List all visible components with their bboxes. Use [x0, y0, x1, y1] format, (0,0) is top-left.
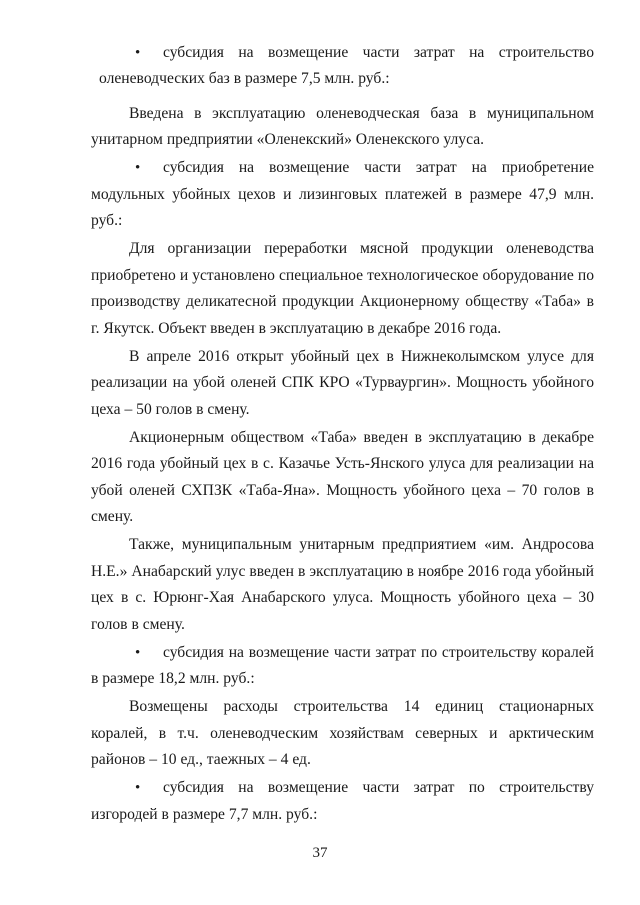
document-page: [91, 40, 594, 830]
bullet-icon: •: [135, 644, 141, 661]
paragraph-9: Возмещены расходы строительства 14 единиц стационарных коралей, в т.ч. оленеводческим хозяйствам северных и арктическим районов – 10 ед., таежных – 4 ед.: [91, 698, 594, 769]
bullet-paragraph-8: [91, 640, 594, 693]
paragraph-text: оленеводческих баз в размере 7,5 млн. руб.:: [99, 70, 390, 88]
paragraph-text: субсидия на возмещение части затрат на приобретение модульных убойных цехов и лизинговых платежей в размере 47,9 млн. руб.:: [91, 159, 594, 230]
bullet-paragraph-1: [91, 40, 594, 66]
bullet-icon: •: [135, 45, 141, 61]
paragraph-5: В апреле 2016 открыт убойный цех в Нижнеколымском улусе для реализации на убой оленей СПК КРО «Турваургин». Мощность убойного цеха – 50 голов в смену.: [91, 347, 594, 418]
paragraph-2: Введена в эксплуатацию оленеводческая база в муниципальном унитарном предприятии «Оленекский» Оленекского улуса.: [91, 104, 594, 149]
paragraph-text: субсидия на возмещение части затрат по строительству изгородей в размере 7,7 млн. руб.:: [91, 779, 594, 823]
paragraph-4: Для организации переработки мясной продукции оленеводства приобретено и установлено специальное технологическое оборудование по производству деликатесной продукции Акционерному обществу «Таба» в г. Якутск. Объект введен в эксплуатацию в декабре 2016 года.: [91, 240, 594, 337]
paragraph-text: субсидия на возмещение части затрат на строительство: [163, 44, 594, 61]
bullet-icon: •: [135, 780, 141, 797]
bullet-icon: •: [135, 160, 141, 177]
paragraph-6: Акционерным обществом «Таба» введен в эксплуатацию в декабре 2016 года убойный цех в с. Казачье Усть-Янского улуса для реализации на убой оленей СХПЗК «Таба-Яна». Мощность убойного цеха – 70 голов в смену.: [91, 428, 594, 526]
page-number: 37: [312, 845, 328, 861]
bullet-paragraph-3: [91, 155, 594, 234]
paragraph-text: субсидия на возмещение части затрат по строительству коралей в размере 18,2 млн. руб.:: [91, 643, 594, 688]
bullet-paragraph-1-continuation: [91, 66, 594, 92]
bullet-paragraph-10: [91, 775, 594, 828]
paragraph-7: Также, муниципальным унитарным предприятием «им. Андросова Н.Е.» Анабарский улус введен в эксплуатацию в ноябре 2016 года убойный цех в с. Юрюнг-Хая Анабарского улуса. Мощность убойного цеха – 30 голов в смену.: [91, 536, 594, 633]
